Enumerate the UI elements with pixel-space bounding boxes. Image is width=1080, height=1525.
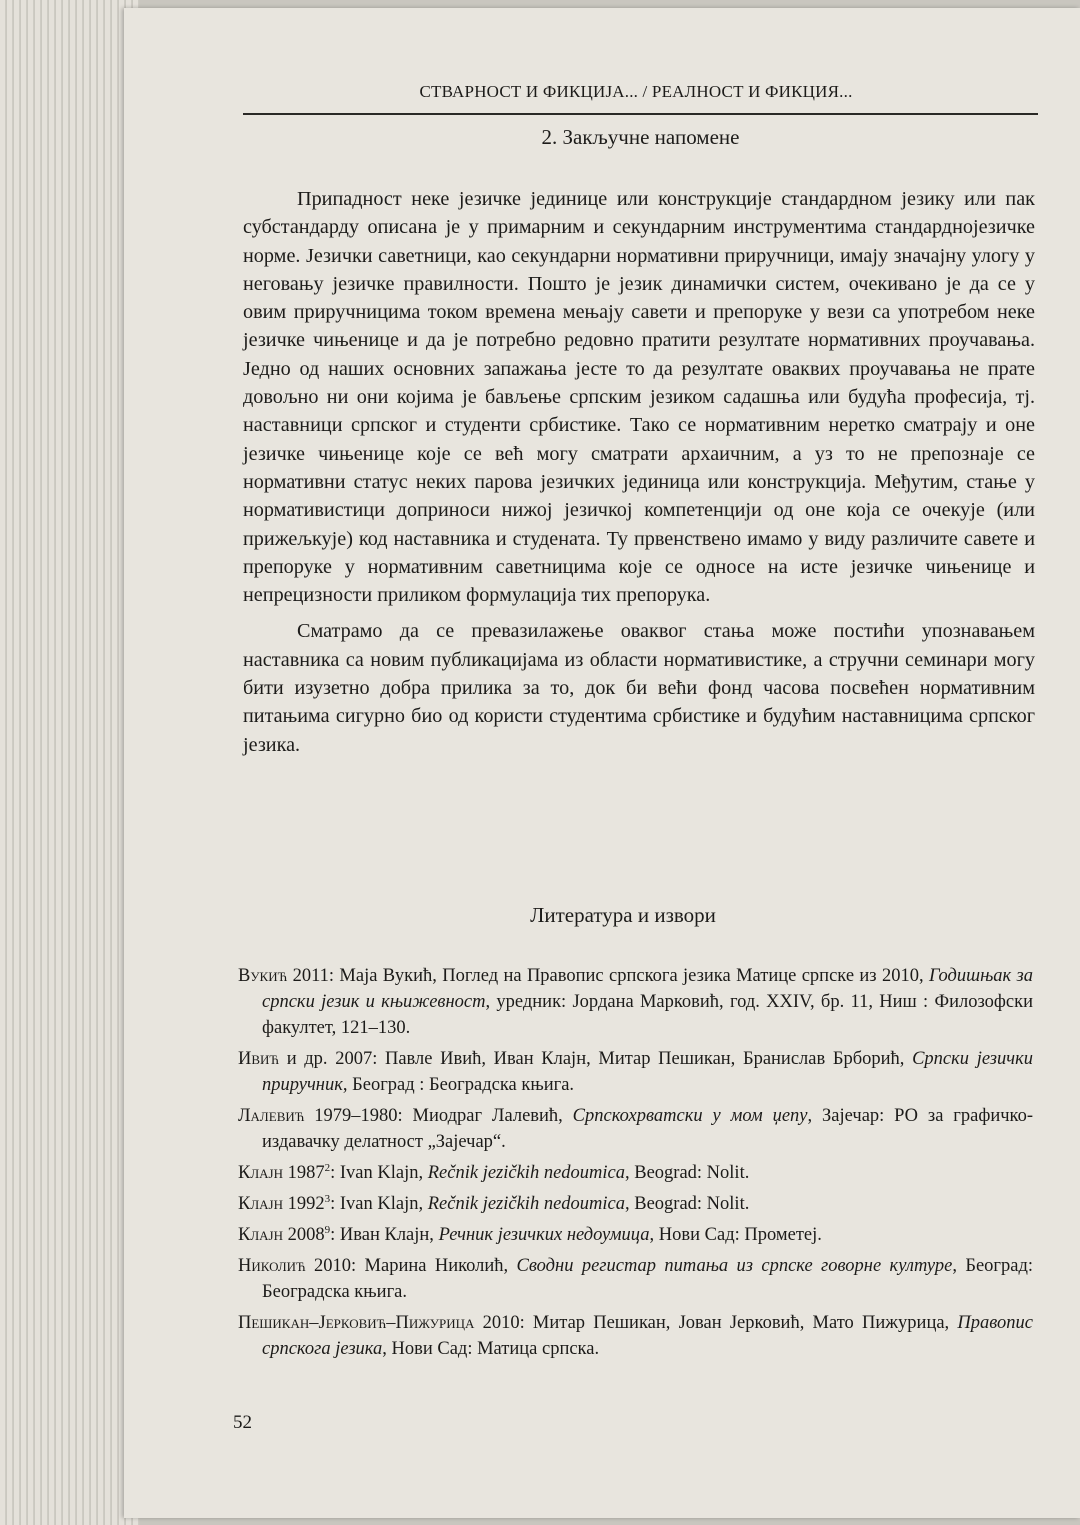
reference-item [238, 963, 1033, 1041]
reference-item [238, 1222, 1033, 1248]
reference-text: и др. 2007: Павле Ивић, Иван Клајн, Митар Пешикан, Бранислав Брборић, [279, 1049, 913, 1069]
reference-title: Годишњак за српски језик и књижевност [262, 966, 1033, 1012]
reference-year: 2008 [283, 1225, 325, 1245]
edition-sup: 3 [324, 1192, 331, 1205]
reference-item [238, 1046, 1033, 1098]
reference-author: Лалевић [238, 1106, 305, 1126]
reference-list [238, 963, 1033, 1367]
reference-text: , Beograd: Nolit. [625, 1194, 750, 1214]
section-title: 2. Закључне напомене [541, 125, 740, 149]
reference-author: Клајн [238, 1194, 283, 1214]
reference-text: , Beograd: Nolit. [625, 1163, 750, 1183]
reference-text: , Зајечар: РО за графичко-издавачку делатност „Зајечар“. [262, 1106, 1033, 1152]
reference-text: , Нови Сад: Прометеј. [649, 1225, 822, 1245]
reference-author: Пешикан–Јерковић–Пижурица [238, 1313, 475, 1333]
reference-text: 2010: Марина Николић, [305, 1256, 517, 1276]
reference-item [238, 1191, 1033, 1217]
header-rule [243, 113, 1038, 115]
reference-author: Николић [238, 1256, 306, 1276]
paragraph: Припадност неке језичке јединице или конструкције стандардном језику или пак субстандарду описана је у примарним и секундарним инструментима стандарднојезичке норме. Језички саветници, као секундарни нормативни приручници, имају значајну улогу у неговању језичке правилности. Пошто је језик динамички систем, очекивано је да се у овим приручницима током времена мењају савети и препоруке у вези са употребом неке језичке чињенице и да је потребно редовно пратити резултате нормативних проучавања. Једно од наших основних запажања јесте то да резултате оваквих проучавања не прате довољно ни они којима је бављење српским језиком садашња или будућа професија, тј. наставници српског и студенти србистике. Тако се нормативним неретко сматрају и оне језичке чињенице које се већ могу сматрати архаичним, а уз то не препознаје се нормативни статус неких парова језичких јединица или конструкција. Међутим, стање у нормативистици доприноси нижој језичкој компетенцији од оне која се очекује (или прижељкује) код наставника и студената. Ту првенствено имамо у виду различите савете и препоруке у нормативним саветницима које се односе на исте језичке чињенице и непрецизности приликом формулација тих препорука. [243, 188, 1035, 607]
reference-item [238, 1253, 1033, 1305]
reference-text: 1979–1980: Миодраг Лалевић, [304, 1106, 573, 1126]
reference-author: Клајн [238, 1225, 283, 1245]
reference-title: Rečnik jezičkih nedoumica [427, 1163, 625, 1183]
reference-item [238, 1103, 1033, 1155]
reference-title: Речник језичких недоумица [438, 1225, 650, 1245]
reference-text: : Ivan Klajn, [330, 1194, 428, 1214]
reference-item [238, 1310, 1033, 1362]
edition-sup: 9 [324, 1223, 331, 1236]
reference-title: Српски језички приручник [262, 1049, 1034, 1095]
reference-author: Ивић [238, 1049, 280, 1069]
reference-title: Rečnik jezičkih nedoumica [427, 1194, 625, 1214]
reference-text: , Београд : Београдска књига. [342, 1075, 575, 1095]
reference-item [238, 1160, 1033, 1186]
page-stack-edges [0, 0, 140, 1525]
reference-title: Сводни регистар питања из српске говорне културе [516, 1256, 953, 1276]
reference-author: Вукић [238, 966, 288, 986]
literature-title: Литература и извори [530, 903, 716, 927]
reference-text: , Београд: Београдска књига. [262, 1256, 1034, 1302]
reference-year: 1992 [283, 1194, 325, 1214]
reference-text: , Нови Сад: Матица српска. [382, 1339, 600, 1359]
paragraph: Сматрамо да се превазилажење оваквог стања може постићи упознавањем наставника са новим публикацијама из области нормативистике, а стручни семинари могу бити изузетно добра прилика за то, док би већи фонд часова посвећен нормативним питањима сигурно био од користи студентима србистике и будућим наставницима српског језика. [243, 620, 1035, 756]
reference-title: Правопис српскога језика [262, 1313, 1033, 1359]
reference-year: 1987 [283, 1163, 325, 1183]
reference-text: : Иван Клајн, [330, 1225, 439, 1245]
reference-author: Клајн [238, 1163, 283, 1183]
body-text [243, 185, 1035, 759]
reference-text: 2010: Митар Пешикан, Јован Јерковић, Мато Пижурица, [474, 1313, 958, 1333]
running-head: СТВАРНОСТ И ФИКЦИЈА... / РЕАЛНОСТ И ФИКЦИЯ... [419, 82, 853, 101]
reference-title: Српскохрватски у мом џепу [572, 1106, 808, 1126]
reference-text: , уредник: Јордана Марковић, год. XXIV, бр. 11, Ниш : Филозофски факултет, 121–130. [262, 992, 1033, 1038]
page-number: 52 [233, 1412, 252, 1433]
reference-text: 2011: Маја Вукић, Поглед на Правопис српскога језика Матице српске из 2010, [287, 966, 929, 986]
reference-text: : Ivan Klajn, [330, 1163, 428, 1183]
edition-sup: 2 [324, 1161, 331, 1174]
